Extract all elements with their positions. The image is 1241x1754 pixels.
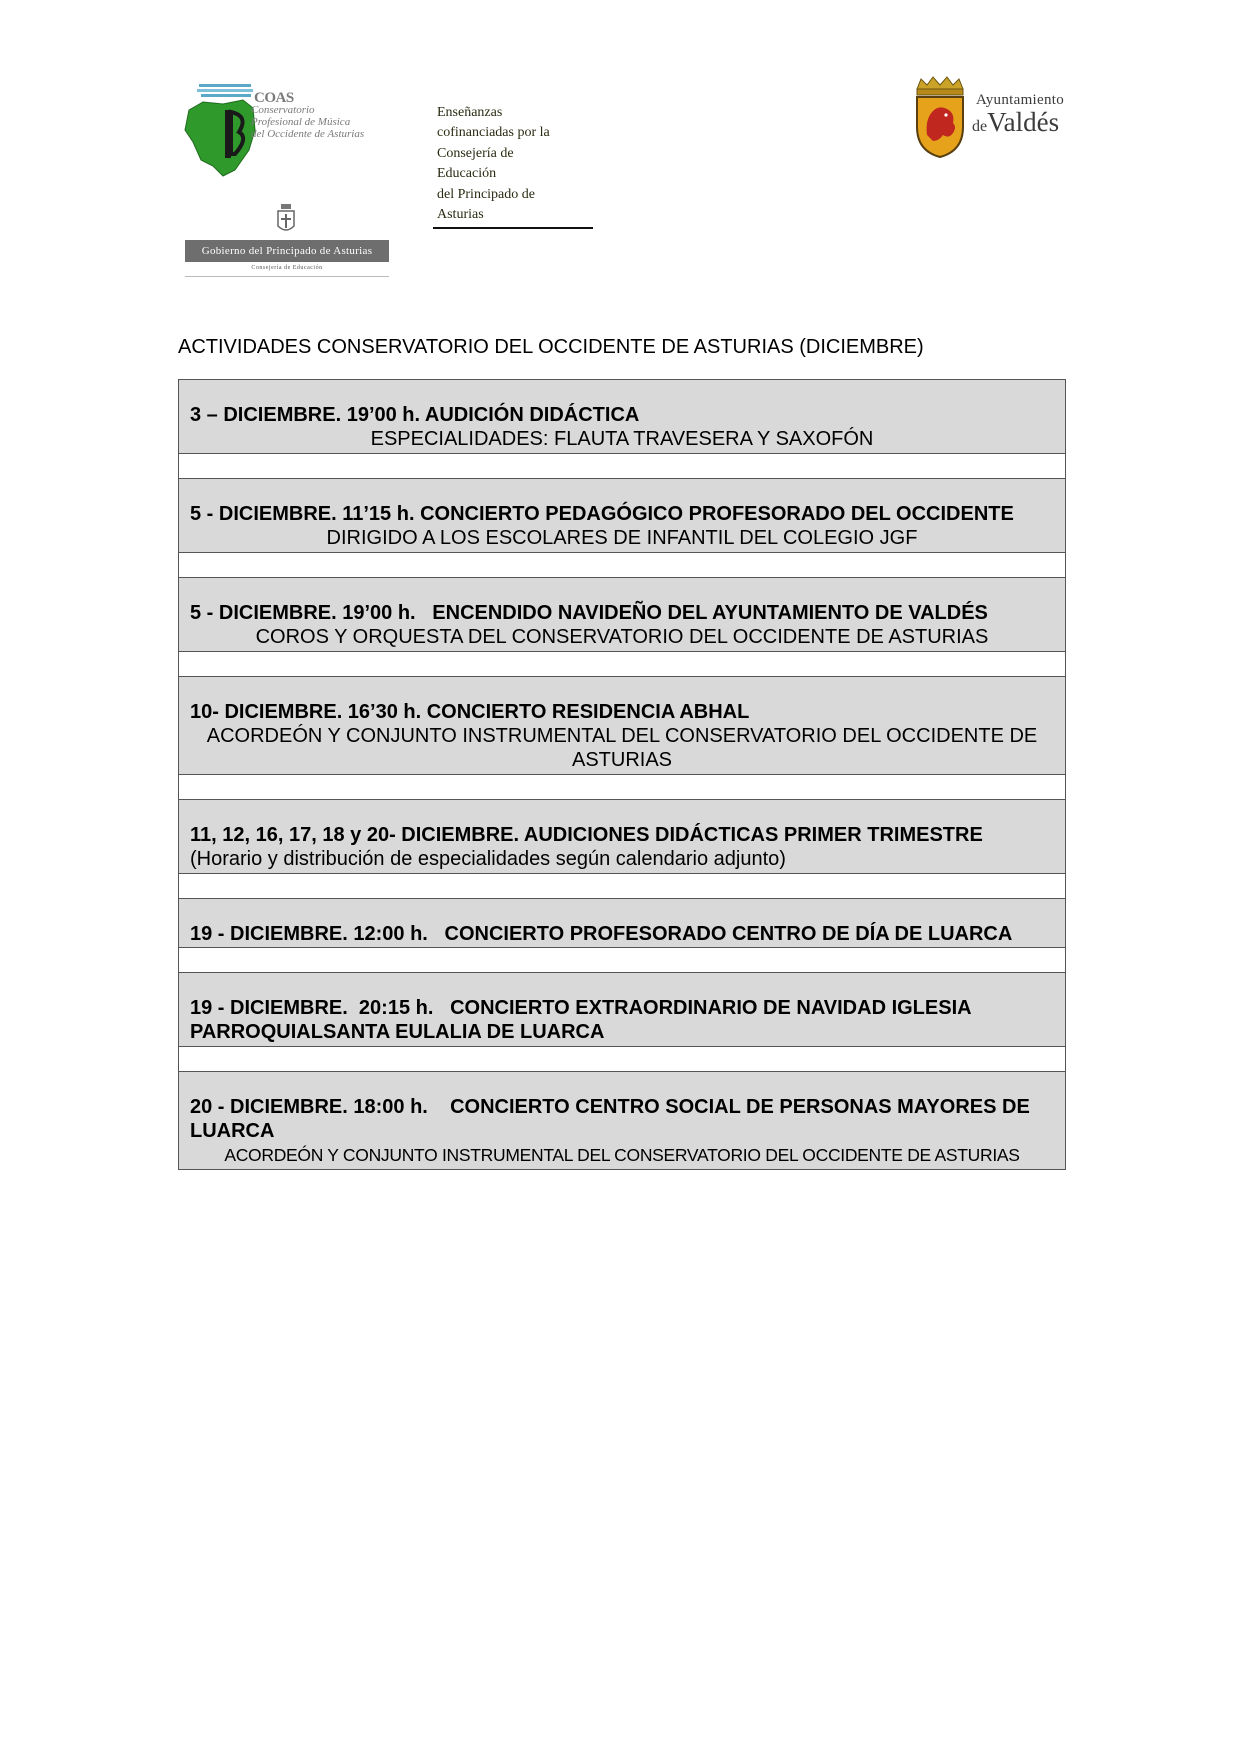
table-spacer-row bbox=[179, 1046, 1065, 1072]
coas-line-3: del Occidente de Asturias bbox=[251, 128, 365, 140]
event-row bbox=[179, 677, 1065, 774]
table-spacer-row bbox=[179, 947, 1065, 973]
event-row bbox=[179, 899, 1065, 947]
event-headline: 11, 12, 16, 17, 18 y 20- DICIEMBRE. AUDICIONES DIDÁCTICAS PRIMER TRIMESTRE bbox=[190, 824, 983, 846]
valdes-ayuntamiento: Ayuntamiento bbox=[976, 92, 1065, 108]
coas-line-2: Profesional de Música bbox=[251, 116, 351, 128]
event-headline: 20 - DICIEMBRE. 18:00 h. CONCIERTO CENTRO SOCIAL DE PERSONAS MAYORES DE LUARCA bbox=[190, 1096, 1036, 1142]
event-row bbox=[179, 973, 1065, 1046]
event-headline: 5 - DICIEMBRE. 11’15 h. CONCIERTO PEDAGÓGICO PROFESORADO DEL OCCIDENTE bbox=[190, 503, 1014, 525]
document-title: ACTIVIDADES CONSERVATORIO DEL OCCIDENTE DE ASTURIAS (DICIEMBRE) bbox=[178, 336, 924, 358]
event-detail: COROS Y ORQUESTA DEL CONSERVATORIO DEL OCCIDENTE DE ASTURIAS bbox=[255, 626, 989, 648]
table-spacer-row bbox=[179, 552, 1065, 578]
table-spacer-row bbox=[179, 774, 1065, 800]
event-headline: 19 - DICIEMBRE. 20:15 h. CONCIERTO EXTRAORDINARIO DE NAVIDAD IGLESIA PARROQUIALSANTA EULALIA DE LUARCA bbox=[190, 997, 977, 1043]
valdes-logo-text bbox=[972, 92, 1064, 140]
cofinancing-line-6: Asturias bbox=[437, 207, 484, 223]
cofinancing-line-2: cofinanciadas por la bbox=[437, 125, 550, 141]
cofinancing-line-3: Consejería de bbox=[437, 145, 514, 161]
event-detail: ESPECIALIDADES: FLAUTA TRAVESERA Y SAXOFÓN bbox=[370, 428, 874, 450]
valdes-name: Valdés bbox=[987, 107, 1060, 137]
event-detail: ACORDEÓN Y CONJUNTO INSTRUMENTAL DEL CONSERVATORIO DEL OCCIDENTE DE ASTURIAS bbox=[206, 725, 1038, 771]
event-row bbox=[179, 578, 1065, 651]
table-spacer-row bbox=[179, 873, 1065, 899]
event-row bbox=[179, 380, 1065, 453]
valdes-coat-of-arms-icon bbox=[913, 75, 967, 159]
table-spacer-row bbox=[179, 453, 1065, 479]
event-detail: ACORDEÓN Y CONJUNTO INSTRUMENTAL DEL CONSERVATORIO DEL OCCIDENTE DE ASTURIAS bbox=[224, 1145, 1020, 1165]
cofinancing-line-4: Educación bbox=[437, 166, 497, 182]
cofinancing-note bbox=[437, 103, 585, 225]
table-spacer-row bbox=[179, 651, 1065, 677]
event-detail: DIRIGIDO A LOS ESCOLARES DE INFANTIL DEL COLEGIO JGF bbox=[326, 527, 918, 549]
event-row bbox=[179, 479, 1065, 552]
events-table bbox=[178, 379, 1066, 1170]
gov-logo-rule bbox=[185, 276, 389, 277]
event-headline: 5 - DICIEMBRE. 19’00 h. ENCENDIDO NAVIDEÑO DEL AYUNTAMIENTO DE VALDÉS bbox=[190, 602, 988, 624]
coas-acronym: COAS bbox=[254, 90, 294, 106]
event-row bbox=[179, 1072, 1065, 1169]
cofinancing-line-5: del Principado de bbox=[437, 186, 535, 202]
event-headline: 3 – DICIEMBRE. 19’00 h. AUDICIÓN DIDÁCTICA bbox=[190, 404, 640, 426]
gov-asturias-subtitle: Consejería de Educación bbox=[251, 265, 323, 271]
event-headline: 10- DICIEMBRE. 16’30 h. CONCIERTO RESIDENCIA ABHAL bbox=[190, 701, 750, 723]
cofinancing-rule bbox=[433, 227, 593, 229]
coas-logo-text bbox=[251, 92, 364, 140]
cofinancing-line-1: Enseñanzas bbox=[437, 105, 503, 120]
valdes-de: de bbox=[972, 118, 988, 135]
event-row bbox=[179, 800, 1065, 873]
coas-line-1: Conservatorio bbox=[251, 104, 315, 116]
asturias-crest-icon bbox=[277, 204, 295, 234]
gov-asturias-logo: Gobierno del Principado de Asturias bbox=[185, 240, 389, 262]
event-detail: (Horario y distribución de especialidades según calendario adjunto) bbox=[190, 848, 786, 870]
event-headline: 19 - DICIEMBRE. 12:00 h. CONCIERTO PROFESORADO CENTRO DE DÍA DE LUARCA bbox=[190, 923, 1013, 945]
